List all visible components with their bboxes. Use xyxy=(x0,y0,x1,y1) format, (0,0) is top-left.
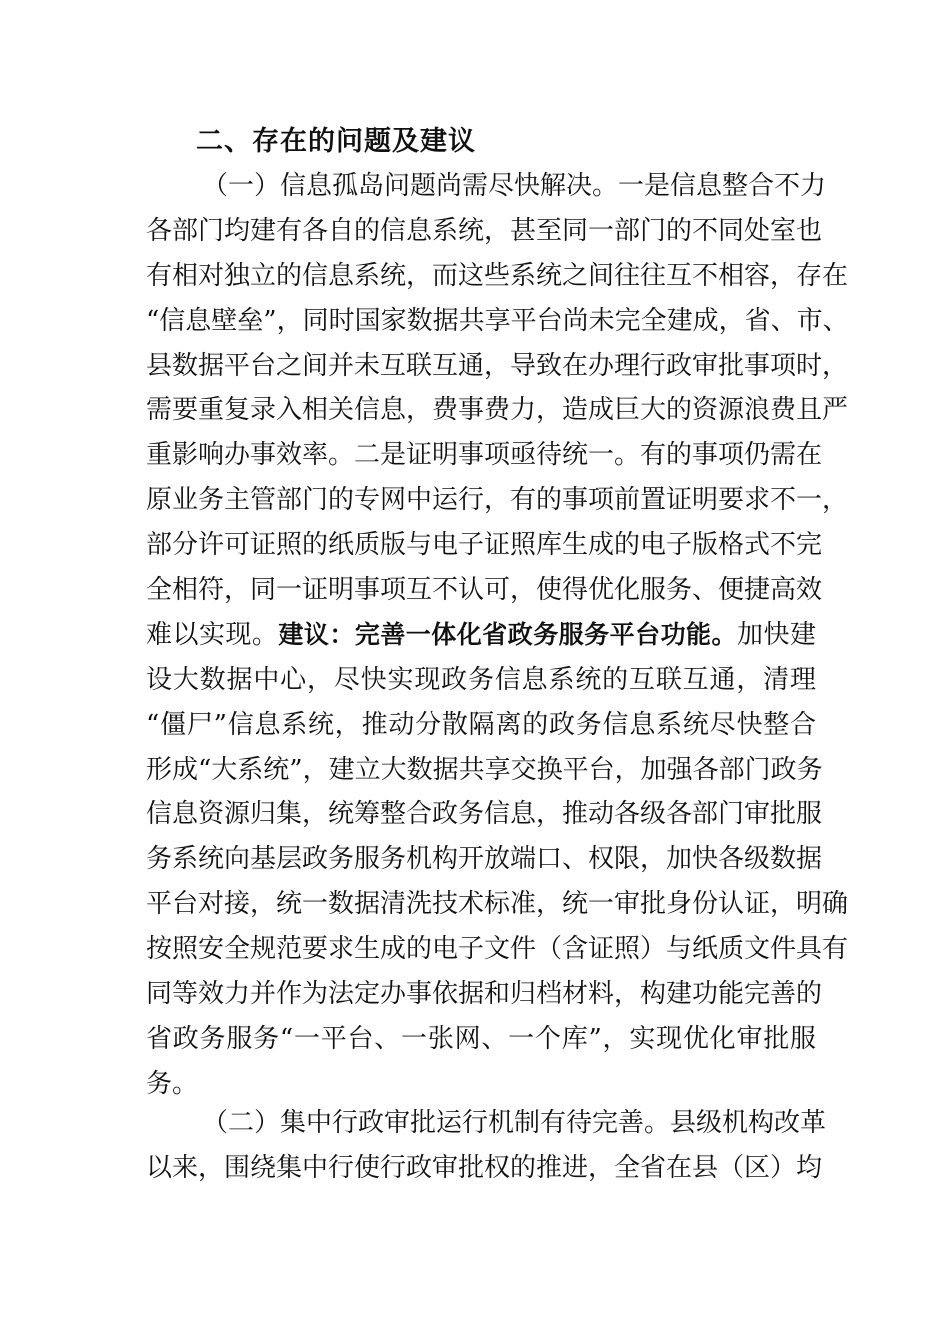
text-line: 县数据平台之间并未互联互通，导致在办理行政审批事项时， xyxy=(146,350,849,381)
text-line: 原业务主管部门的专网中运行，有的事项前置证明要求不一， xyxy=(146,485,849,516)
text-line: 务。 xyxy=(146,1068,199,1099)
text-line: 省政务服务“一平台、一张网、一个库”，实现优化审批服 xyxy=(146,1023,816,1054)
text-line-with-recommendation xyxy=(146,613,816,658)
text-line: 重影响办事效率。二是证明事项亟待统一。有的事项仍需在 xyxy=(146,440,823,471)
text-segment: 加快建 xyxy=(737,619,816,650)
text-line: （一）信息孤岛问题尚需尽快解决。一是信息整合不力 xyxy=(202,171,827,201)
section-heading: 二、存在的问题及建议 xyxy=(196,126,476,157)
text-segment: 难以实现。 xyxy=(146,619,279,650)
text-line: （二）集中行政审批运行机制有待完善。县级机构改革 xyxy=(202,1108,827,1138)
paragraph-information-islands xyxy=(146,164,849,1107)
text-line: 同等效力并作为法定办事依据和归档材料，构建功能完善的 xyxy=(146,979,823,1010)
text-line: “信息壁垒”，同时国家数据共享平台尚未完全建成，省、市、 xyxy=(146,305,849,336)
text-line: 设大数据中心，尽快实现政务信息系统的互联互通，清理 xyxy=(146,664,816,695)
text-line: 平台对接，统一数据清洗技术标准，统一审批身份认证，明确 xyxy=(146,889,849,920)
text-line: “僵尸”信息系统，推动分散隔离的政务信息系统尽快整合 xyxy=(146,709,816,740)
text-line: 各部门均建有各自的信息系统，甚至同一部门的不同处室也 xyxy=(146,215,823,246)
text-line: 以来，围绕集中行使行政审批权的推进，全省在县（区）均 xyxy=(146,1152,823,1183)
text-line: 按照安全规范要求生成的电子文件（含证照）与纸质文件具有 xyxy=(146,934,849,965)
paragraph-approval-mechanism xyxy=(146,1101,827,1191)
text-line: 务系统向基层政务服务机构开放端口、权限，加快各级数据 xyxy=(146,844,823,875)
text-line: 形成“大系统”，建立大数据共享交换平台，加强各部门政务 xyxy=(146,754,823,785)
text-line: 部分许可证照的纸质版与电子证照库生成的电子版格式不完 xyxy=(146,530,823,561)
text-line: 全相符，同一证明事项互不认可，使得优化服务、便捷高效 xyxy=(146,575,823,606)
text-line: 有相对独立的信息系统，而这些系统之间往往互不相容，存在 xyxy=(146,260,849,291)
text-line: 信息资源归集，统筹整合政务信息，推动各级各部门审批服 xyxy=(146,799,823,830)
text-line: 需要重复录入相关信息，费事费力，造成巨大的资源浪费且严 xyxy=(146,395,849,426)
recommendation-bold-text: 建议：完善一体化省政务服务平台功能。 xyxy=(278,619,738,649)
